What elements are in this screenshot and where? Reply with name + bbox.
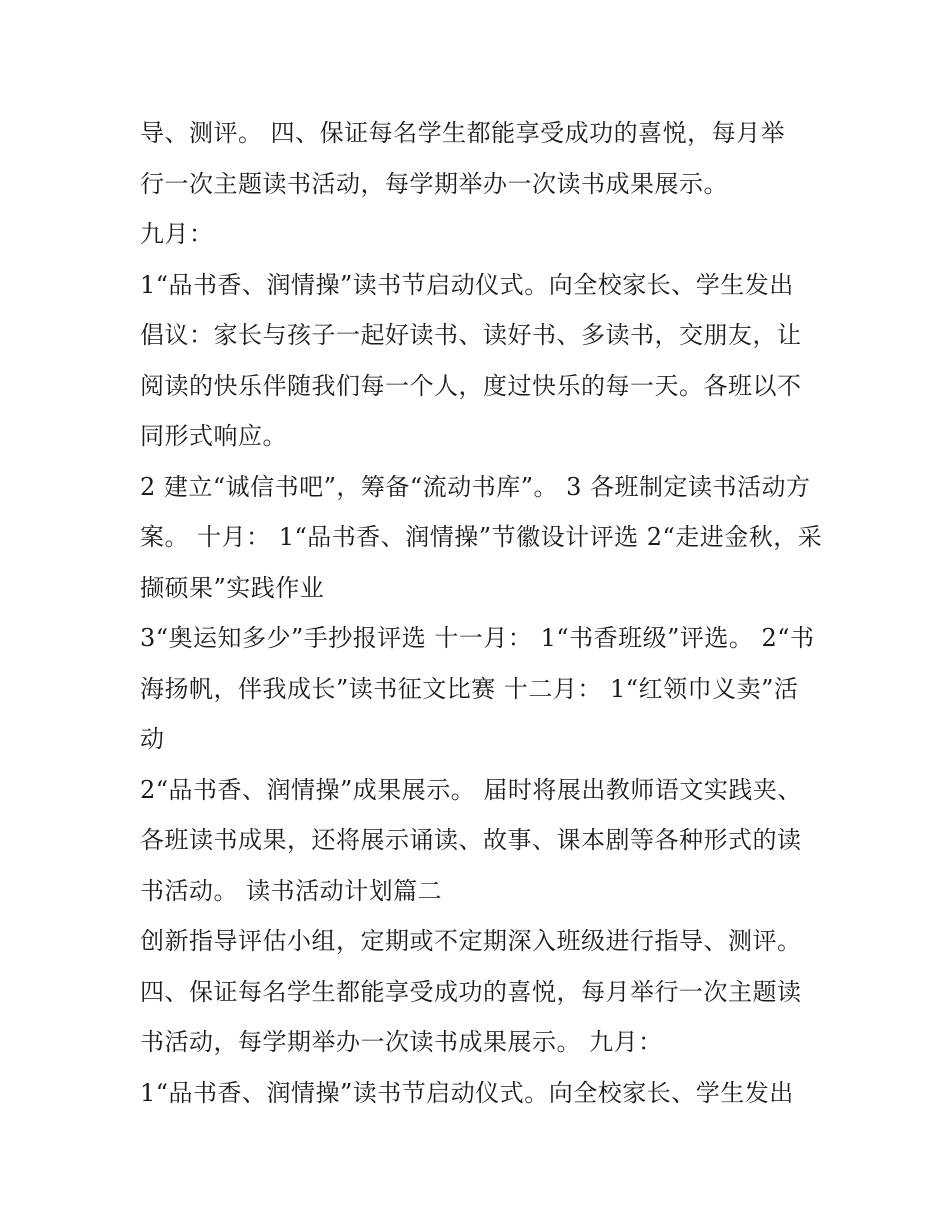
text-line: 2 建立“诚信书吧”，筹备“流动书库”。 3 各班制定读书活动方 <box>140 472 811 501</box>
text-line: 动 <box>140 725 165 753</box>
text-line: 1“品书香、润情操”读书节启动仪式。向全校家长、学生发出 <box>140 270 794 299</box>
text-line: 九月： <box>140 220 214 248</box>
text-line: 3“奥运知多少”手抄报评选 十一月： 1“书香班级”评选。 2“书 <box>140 624 815 652</box>
text-line: 创新指导评估小组，定期或不定期深入班级进行指导、测评。 <box>140 927 802 955</box>
text-line: 海扬帆，伴我成长”读书征文比赛 十二月： 1“红领巾义卖”活 <box>140 674 799 703</box>
text-line: 四、保证每名学生都能享受成功的喜悦，每月举行一次主题读 <box>140 977 802 1006</box>
text-line: 案。 十月： 1“品书香、润情操”节徽设计评选 2“走进金秋，采 <box>140 523 823 551</box>
text-line: 1“品书香、润情操”读书节启动仪式。向全校家长、学生发出 <box>140 1078 794 1107</box>
text-line: 倡议：家长与孩子一起好读书、读好书、多读书，交朋友，让 <box>140 321 802 349</box>
document-body <box>140 108 823 1118</box>
text-line: 书活动。 读书活动计划篇二 <box>140 876 443 905</box>
text-line: 撷硕果”实践作业 <box>140 573 325 602</box>
text-line: 书活动，每学期举办一次读书成果展示。 九月： <box>140 1028 663 1056</box>
text-line: 阅读的快乐伴随我们每一个人，度过快乐的每一天。各班以不 <box>140 371 802 400</box>
text-line: 行一次主题读书活动，每学期举办一次读书成果展示。 <box>140 169 728 198</box>
text-line: 同形式响应。 <box>140 422 287 450</box>
text-line: 各班读书成果，还将展示诵读、故事、课本剧等各种形式的读 <box>140 826 802 854</box>
text-line: 导、测评。 四、保证每名学生都能享受成功的喜悦，每月举 <box>140 119 786 147</box>
text-line: 2“品书香、润情操”成果展示。 届时将展出教师语文实践夹、 <box>140 775 802 804</box>
